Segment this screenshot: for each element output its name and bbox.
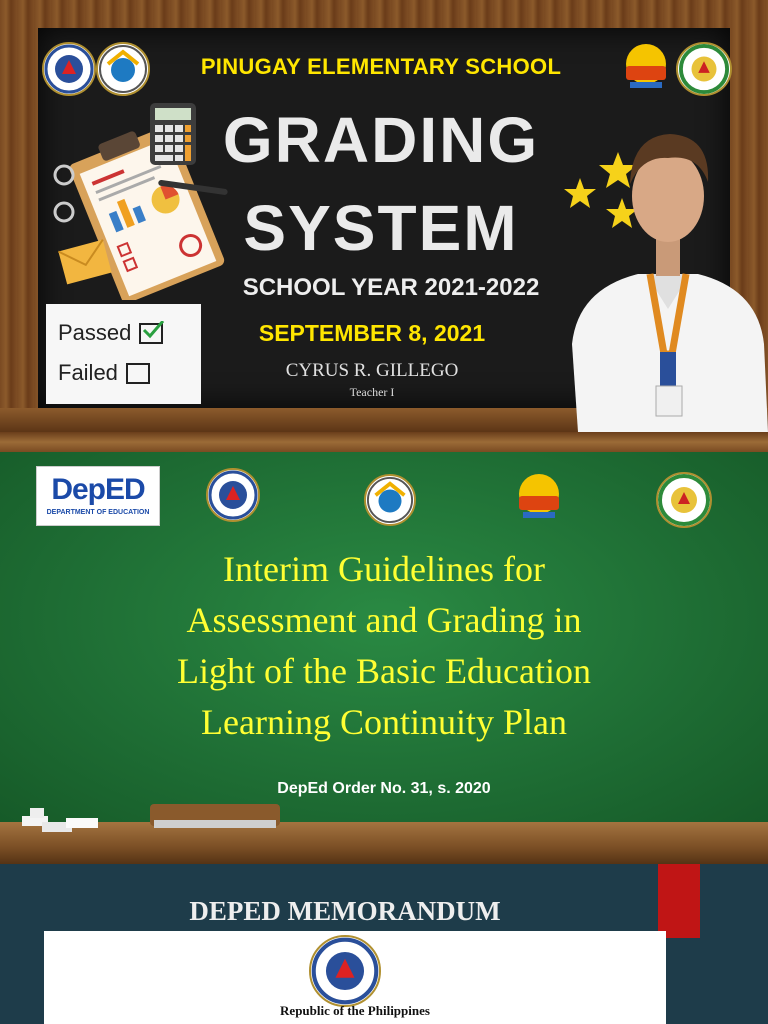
grading-system-slide — [0, 0, 768, 432]
title-line: Assessment and Grading in — [186, 600, 582, 640]
republic-line: Republic of the Philippines — [280, 1003, 430, 1018]
red-accent-bar — [658, 864, 700, 938]
passed-label: Passed — [58, 320, 132, 345]
pinugay-school-seal-icon — [676, 42, 732, 96]
memorandum-document — [44, 931, 666, 1024]
school-year: SCHOOL YEAR 2021-2022 — [242, 274, 540, 301]
deped-seal-icon — [206, 468, 260, 522]
calculator-icon — [150, 103, 196, 165]
title-line: Learning Continuity Plan — [201, 702, 567, 742]
division-seal-icon — [364, 474, 416, 526]
empty-box-icon — [126, 363, 150, 384]
teacher-role: Teacher I — [349, 385, 395, 399]
chalk-pieces-icon — [22, 806, 100, 834]
deped-order-number: DepEd Order No. 31, s. 2020 — [277, 780, 491, 797]
batas-logo-icon — [620, 42, 672, 92]
teacher-photo — [568, 124, 768, 432]
deped-logo-subtext: DEPARTMENT OF EDUCATION — [46, 509, 150, 516]
pinugay-school-seal-icon — [656, 472, 712, 528]
interim-guidelines-slide — [0, 432, 768, 864]
failed-row — [58, 360, 150, 386]
passed-failed-checklist — [46, 304, 201, 404]
batas-logo-icon — [512, 472, 566, 522]
wood-frame-top — [0, 432, 768, 452]
chalk-tray — [0, 822, 768, 864]
deped-memorandum-slide — [0, 864, 768, 1024]
teacher-name: CYRUS R. GILLEGO — [285, 360, 459, 381]
deped-logo-text: DepED — [51, 473, 145, 506]
division-seal-icon — [96, 42, 150, 96]
checked-box-icon — [139, 323, 163, 344]
deped-seal-icon — [309, 935, 381, 1007]
title-line: Interim Guidelines for — [223, 549, 545, 589]
deped-logo — [36, 466, 160, 526]
title-system: SYSTEM — [243, 192, 519, 264]
school-name: PINUGAY ELEMENTARY SCHOOL — [200, 54, 562, 79]
deped-seal-icon — [42, 42, 96, 96]
title-grading: GRADING — [222, 104, 540, 176]
presentation-date: SEPTEMBER 8, 2021 — [258, 320, 486, 346]
passed-row — [58, 320, 163, 346]
title-line: Light of the Basic Education — [177, 651, 591, 691]
eraser-icon — [150, 800, 280, 830]
memorandum-heading: DEPED MEMORANDUM — [189, 896, 501, 926]
interim-guidelines-title — [100, 544, 668, 748]
failed-label: Failed — [58, 360, 118, 385]
